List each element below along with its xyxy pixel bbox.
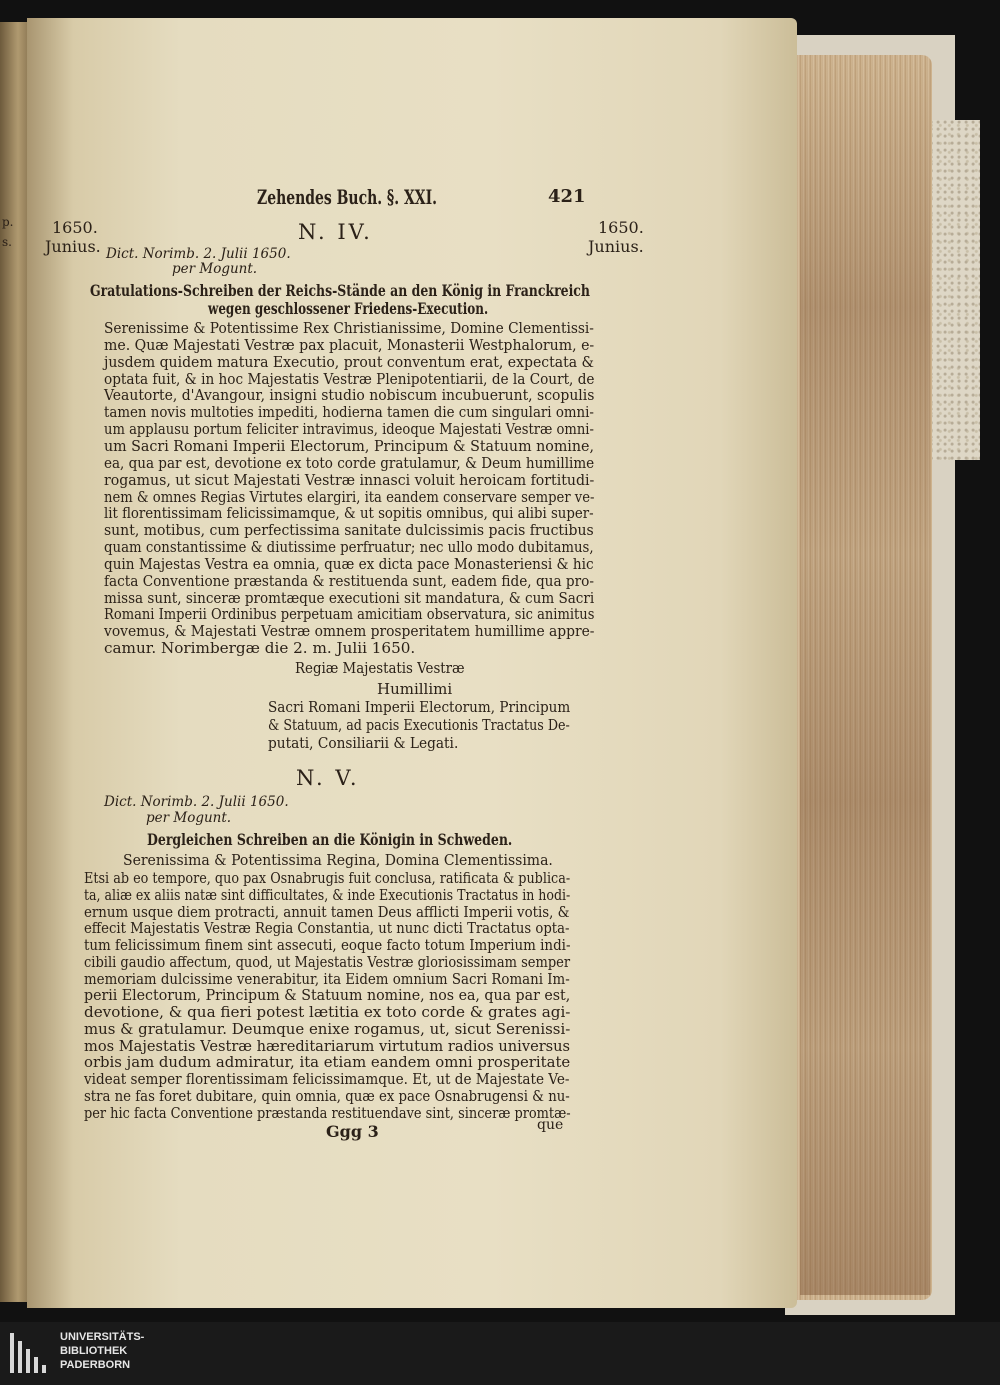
body-line: devotione, & qua fieri potest lætitia ex toto corde & grates agi- bbox=[84, 1003, 571, 1021]
running-title: Zehendes Buch. §. XXI. bbox=[257, 185, 438, 209]
left-page-fragment bbox=[0, 30, 27, 1290]
body-line: rogamus, ut sicut Majestati Vestræ innasci voluit heroicam fortitudi- bbox=[104, 470, 595, 489]
body-line: quam constantissime & diutissime perfruatur; nec ullo modo dubitamus, bbox=[104, 538, 594, 557]
body-line: lit florentissimam felicissimamque, & ut sopitis omnibus, qui alibi super- bbox=[104, 504, 594, 523]
body-line: tamen novis multoties impediti, hodierna tamen die cum singulari omni- bbox=[104, 403, 594, 422]
body-line: Romani Imperii Ordinibus perpetuam amicitiam observatura, sic animitus bbox=[104, 605, 595, 624]
body-line: orbis jam dudum admiratur, ita etiam eandem omni prosperitate bbox=[84, 1053, 571, 1072]
heading-iv-2: wegen geschlossener Friedens-Execution. bbox=[208, 299, 489, 318]
body-line: memoriam dulcissime venerabitur, ita Eidem omnium Sacri Romani Im- bbox=[84, 969, 570, 988]
section-number-iv: N. IV. bbox=[298, 220, 373, 244]
heading-v: Dergleichen Schreiben an die Königin in Schweden. bbox=[147, 830, 513, 849]
signature-line-2: Humillimi bbox=[377, 680, 453, 698]
library-name bbox=[60, 1330, 144, 1372]
body-line: um Sacri Romani Imperii Electorum, Principum & Statuum nomine, bbox=[104, 436, 594, 455]
margin-month-right: Junius. bbox=[588, 237, 644, 256]
body-line: ea, qua par est, devotione ex toto corde gratulamur, & Deum humillime bbox=[104, 453, 595, 472]
body-line: sunt, motibus, cum perfectissima sanitate dulcissimis pacis fructibus bbox=[104, 521, 594, 540]
catchword: que bbox=[537, 1117, 564, 1133]
heading-iv-1: Gratulations-Schreiben der Reichs-Stände an den König in Franckreich bbox=[90, 281, 590, 300]
body-line: missa sunt, sinceræ promtæque executioni sit mandatura, & cum Sacri bbox=[104, 588, 595, 607]
body-line: effecit Majestatis Vestræ Regia Constantia, ut nunc dicti Tractatus opta- bbox=[84, 919, 570, 938]
body-line: per hic facta Conventione præstanda restituendave sint, sinceræ promtæ- bbox=[84, 1103, 571, 1122]
footer-bar bbox=[0, 1322, 1000, 1385]
dict-line-v-2: per Mogunt. bbox=[146, 810, 232, 826]
body-line: quin Majestas Vestra ea omnia, quæ ex dicta pace Monasteriensi & hic bbox=[104, 554, 594, 573]
body-line: videat semper florentissimam felicissimamque. Et, ut de Majestate Ve- bbox=[84, 1070, 570, 1088]
body-line: cibili gaudio affectum, quod, ut Majestatis Vestræ gloriosissimam semper bbox=[84, 952, 571, 971]
body-line: Veautorte, d'Avangour, insigni studio nobiscum incubuerunt, scopulis bbox=[104, 386, 595, 405]
body-line: camur. Norimbergæ die 2. m. Julii 1650. bbox=[104, 639, 416, 658]
page-edges-stain bbox=[800, 60, 930, 1295]
library-name-line-1: UNIVERSITÄTS- bbox=[60, 1331, 145, 1343]
body-line: vovemus, & Majestati Vestræ omnem prosperitatem humillime appre- bbox=[104, 622, 595, 641]
margin-year-left: 1650. bbox=[52, 218, 98, 237]
body-line: mos Majestatis Vestræ hæreditariarum virtutum radios universus bbox=[84, 1036, 571, 1055]
body-line: stra ne fas foret dubitare, quin omnia, quæ ex pace Osnabrugensi & nu- bbox=[84, 1086, 570, 1105]
dict-line-iv-2: per Mogunt. bbox=[172, 261, 258, 277]
signature-line-5: putati, Consiliarii & Legati. bbox=[268, 734, 459, 752]
body-line: mus & gratulamur. Deumque enixe rogamus, ut, sicut Serenissi- bbox=[84, 1019, 571, 1038]
body-line: ta, aliæ ex aliis natæ sint difficultates, & inde Executionis Tractatus in hodi- bbox=[84, 885, 571, 904]
signature-line-3: Sacri Romani Imperii Electorum, Principum bbox=[268, 698, 571, 716]
signature-mark: Ggg 3 bbox=[326, 1122, 379, 1141]
body-line: tum felicissimum finem sint assecuti, eoque facto totum Imperium indi- bbox=[84, 936, 571, 954]
body-line: um applausu portum feliciter intravimus, ideoque Majestati Vestræ omni- bbox=[104, 420, 594, 439]
body-line: me. Quæ Majestati Vestræ pax placuit, Monasterii Westphalorum, e- bbox=[104, 335, 595, 354]
margin-year-right: 1650. bbox=[598, 218, 644, 237]
body-line: nem & omnes Regias Virtutes elargiri, ita eandem conservare semper ve- bbox=[104, 487, 595, 506]
body-line: Etsi ab eo tempore, quo pax Osnabrugis fuit conclusa, ratificata & publica- bbox=[84, 869, 571, 887]
library-name-line-2: BIBLIOTHEK bbox=[60, 1345, 128, 1357]
left-page-text-2: s. bbox=[2, 235, 12, 249]
page-number: 421 bbox=[548, 186, 586, 207]
signature-line-4: & Statuum, ad pacis Executionis Tractatus De- bbox=[268, 716, 570, 734]
left-page-text-1: p. bbox=[2, 215, 14, 229]
salutation-v: Serenissima & Potentissima Regina, Domina Clementissima. bbox=[123, 851, 553, 869]
section-number-v: N. V. bbox=[296, 766, 360, 790]
body-line: Serenissime & Potentissime Rex Christianissime, Domine Clementissi- bbox=[104, 319, 594, 337]
signature-line-1: Regiæ Majestatis Vestræ bbox=[295, 659, 465, 677]
body-line: perii Electorum, Principum & Statuum nomine, nos ea, qua par est, bbox=[84, 986, 571, 1005]
body-line: ernum usque diem protracti, annuit tamen Deus afflicti Imperii votis, & bbox=[84, 902, 570, 921]
library-name-line-3: PADERBORN bbox=[60, 1359, 131, 1371]
body-line: optata fuit, & in hoc Majestatis Vestræ Plenipotentiarii, de la Court, de bbox=[104, 369, 595, 388]
library-logo-icon bbox=[10, 1333, 50, 1373]
margin-month-left: Junius. bbox=[45, 237, 101, 256]
dict-line-v-1: Dict. Norimb. 2. Julii 1650. bbox=[104, 794, 289, 810]
dict-line-iv-1: Dict. Norimb. 2. Julii 1650. bbox=[106, 246, 291, 262]
body-line: facta Conventione præstanda & restituenda sunt, eadem fide, qua pro- bbox=[104, 571, 594, 590]
body-line: jusdem quidem matura Executio, prout conventum erat, expectata & bbox=[104, 352, 595, 371]
